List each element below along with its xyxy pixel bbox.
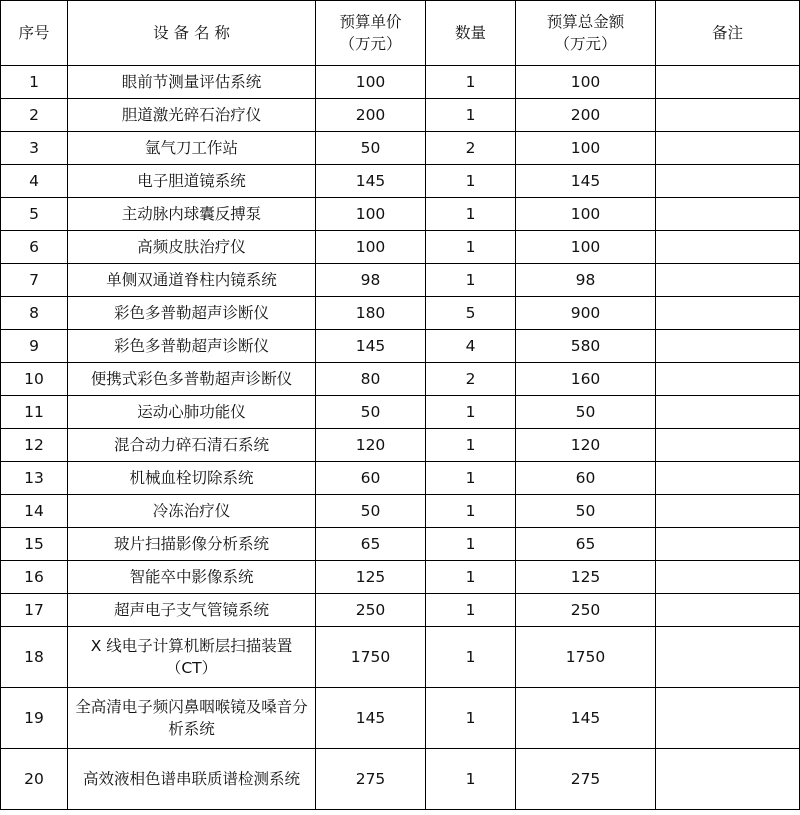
cell-remarks — [656, 462, 800, 495]
cell-total: 100 — [516, 66, 656, 99]
cell-remarks — [656, 66, 800, 99]
cell-price: 275 — [316, 749, 426, 810]
cell-qty: 1 — [426, 749, 516, 810]
cell-index: 19 — [1, 688, 68, 749]
cell-qty: 2 — [426, 132, 516, 165]
cell-index: 17 — [1, 594, 68, 627]
cell-price: 145 — [316, 165, 426, 198]
cell-qty: 1 — [426, 561, 516, 594]
cell-index: 7 — [1, 264, 68, 297]
cell-index: 2 — [1, 99, 68, 132]
cell-price: 145 — [316, 330, 426, 363]
cell-price: 50 — [316, 495, 426, 528]
cell-name: 彩色多普勒超声诊断仪 — [68, 330, 316, 363]
header-total-line2: （万元） — [554, 35, 617, 53]
cell-index: 12 — [1, 429, 68, 462]
cell-index: 8 — [1, 297, 68, 330]
cell-price: 100 — [316, 231, 426, 264]
cell-qty: 1 — [426, 396, 516, 429]
cell-name: 高频皮肤治疗仪 — [68, 231, 316, 264]
cell-price: 80 — [316, 363, 426, 396]
cell-index: 13 — [1, 462, 68, 495]
cell-index: 4 — [1, 165, 68, 198]
cell-name: 超声电子支气管镜系统 — [68, 594, 316, 627]
cell-name: 彩色多普勒超声诊断仪 — [68, 297, 316, 330]
cell-qty: 1 — [426, 66, 516, 99]
cell-name: 眼前节测量评估系统 — [68, 66, 316, 99]
cell-total: 100 — [516, 231, 656, 264]
cell-qty: 1 — [426, 165, 516, 198]
cell-price: 200 — [316, 99, 426, 132]
cell-remarks — [656, 99, 800, 132]
cell-price: 98 — [316, 264, 426, 297]
header-total-line1: 预算总金额 — [546, 13, 625, 31]
cell-name: 玻片扫描影像分析系统 — [68, 528, 316, 561]
cell-remarks — [656, 528, 800, 561]
cell-qty: 1 — [426, 495, 516, 528]
cell-price: 60 — [316, 462, 426, 495]
header-index: 序号 — [1, 1, 68, 66]
cell-index: 5 — [1, 198, 68, 231]
cell-qty: 5 — [426, 297, 516, 330]
header-remarks: 备注 — [656, 1, 800, 66]
cell-qty: 1 — [426, 462, 516, 495]
table-row — [1, 231, 800, 264]
cell-total: 145 — [516, 688, 656, 749]
cell-qty: 1 — [426, 594, 516, 627]
cell-total: 65 — [516, 528, 656, 561]
cell-remarks — [656, 429, 800, 462]
cell-index: 14 — [1, 495, 68, 528]
cell-name: 运动心肺功能仪 — [68, 396, 316, 429]
cell-total: 900 — [516, 297, 656, 330]
cell-total: 580 — [516, 330, 656, 363]
cell-name: 便携式彩色多普勒超声诊断仪 — [68, 363, 316, 396]
table-row — [1, 132, 800, 165]
cell-remarks — [656, 132, 800, 165]
table-row — [1, 165, 800, 198]
cell-price: 50 — [316, 132, 426, 165]
cell-qty: 1 — [426, 264, 516, 297]
table-row — [1, 396, 800, 429]
header-row — [1, 1, 800, 66]
cell-total: 275 — [516, 749, 656, 810]
cell-remarks — [656, 396, 800, 429]
cell-name: 氩气刀工作站 — [68, 132, 316, 165]
cell-index: 16 — [1, 561, 68, 594]
cell-qty: 1 — [426, 231, 516, 264]
table-row — [1, 429, 800, 462]
cell-total: 160 — [516, 363, 656, 396]
cell-name: 胆道激光碎石治疗仪 — [68, 99, 316, 132]
table-row — [1, 297, 800, 330]
table-row — [1, 749, 800, 810]
cell-total: 1750 — [516, 627, 656, 688]
cell-name: 高效液相色谱串联质谱检测系统 — [68, 749, 316, 810]
cell-index: 6 — [1, 231, 68, 264]
cell-name: 冷冻治疗仪 — [68, 495, 316, 528]
cell-remarks — [656, 231, 800, 264]
cell-total: 250 — [516, 594, 656, 627]
cell-index: 15 — [1, 528, 68, 561]
cell-total: 60 — [516, 462, 656, 495]
cell-qty: 1 — [426, 528, 516, 561]
table-row — [1, 495, 800, 528]
cell-name: 混合动力碎石清石系统 — [68, 429, 316, 462]
cell-qty: 4 — [426, 330, 516, 363]
cell-price: 50 — [316, 396, 426, 429]
cell-qty: 1 — [426, 429, 516, 462]
cell-name: 机械血栓切除系统 — [68, 462, 316, 495]
cell-remarks — [656, 165, 800, 198]
cell-index: 10 — [1, 363, 68, 396]
table-row — [1, 528, 800, 561]
cell-total: 100 — [516, 132, 656, 165]
cell-index: 18 — [1, 627, 68, 688]
cell-remarks — [656, 627, 800, 688]
cell-index: 3 — [1, 132, 68, 165]
cell-qty: 1 — [426, 198, 516, 231]
cell-remarks — [656, 264, 800, 297]
cell-name: 电子胆道镜系统 — [68, 165, 316, 198]
cell-remarks — [656, 594, 800, 627]
cell-total: 50 — [516, 396, 656, 429]
cell-total: 50 — [516, 495, 656, 528]
header-unit-price — [316, 1, 426, 66]
table-row — [1, 594, 800, 627]
cell-remarks — [656, 363, 800, 396]
cell-remarks — [656, 495, 800, 528]
header-quantity: 数量 — [426, 1, 516, 66]
cell-price: 125 — [316, 561, 426, 594]
cell-name: 主动脉内球囊反搏泵 — [68, 198, 316, 231]
cell-name: X 线电子计算机断层扫描装置（CT） — [68, 627, 316, 688]
cell-name: 全高清电子频闪鼻咽喉镜及嗓音分析系统 — [68, 688, 316, 749]
cell-price: 1750 — [316, 627, 426, 688]
cell-price: 145 — [316, 688, 426, 749]
cell-index: 20 — [1, 749, 68, 810]
cell-price: 100 — [316, 66, 426, 99]
cell-remarks — [656, 198, 800, 231]
cell-name: 智能卒中影像系统 — [68, 561, 316, 594]
cell-total: 200 — [516, 99, 656, 132]
header-name: 设 备 名 称 — [68, 1, 316, 66]
cell-remarks — [656, 749, 800, 810]
cell-price: 250 — [316, 594, 426, 627]
cell-qty: 1 — [426, 99, 516, 132]
cell-price: 100 — [316, 198, 426, 231]
table-row — [1, 688, 800, 749]
table-header — [1, 1, 800, 66]
cell-remarks — [656, 561, 800, 594]
cell-index: 9 — [1, 330, 68, 363]
table-row — [1, 363, 800, 396]
table-row — [1, 627, 800, 688]
cell-price: 120 — [316, 429, 426, 462]
cell-qty: 1 — [426, 627, 516, 688]
cell-name: 单侧双通道脊柱内镜系统 — [68, 264, 316, 297]
cell-total: 120 — [516, 429, 656, 462]
header-unit-price-line1: 预算单价 — [339, 13, 402, 31]
cell-qty: 2 — [426, 363, 516, 396]
header-unit-price-line2: （万元） — [339, 35, 402, 53]
cell-qty: 1 — [426, 688, 516, 749]
table-row — [1, 264, 800, 297]
cell-price: 180 — [316, 297, 426, 330]
cell-remarks — [656, 330, 800, 363]
table-row — [1, 561, 800, 594]
table-row — [1, 198, 800, 231]
header-total — [516, 1, 656, 66]
cell-price: 65 — [316, 528, 426, 561]
cell-total: 98 — [516, 264, 656, 297]
cell-total: 145 — [516, 165, 656, 198]
cell-index: 11 — [1, 396, 68, 429]
table-row — [1, 462, 800, 495]
cell-total: 100 — [516, 198, 656, 231]
table-row — [1, 330, 800, 363]
table-body — [1, 66, 800, 810]
cell-total: 125 — [516, 561, 656, 594]
table-row — [1, 66, 800, 99]
cell-remarks — [656, 297, 800, 330]
cell-remarks — [656, 688, 800, 749]
cell-index: 1 — [1, 66, 68, 99]
table-row — [1, 99, 800, 132]
